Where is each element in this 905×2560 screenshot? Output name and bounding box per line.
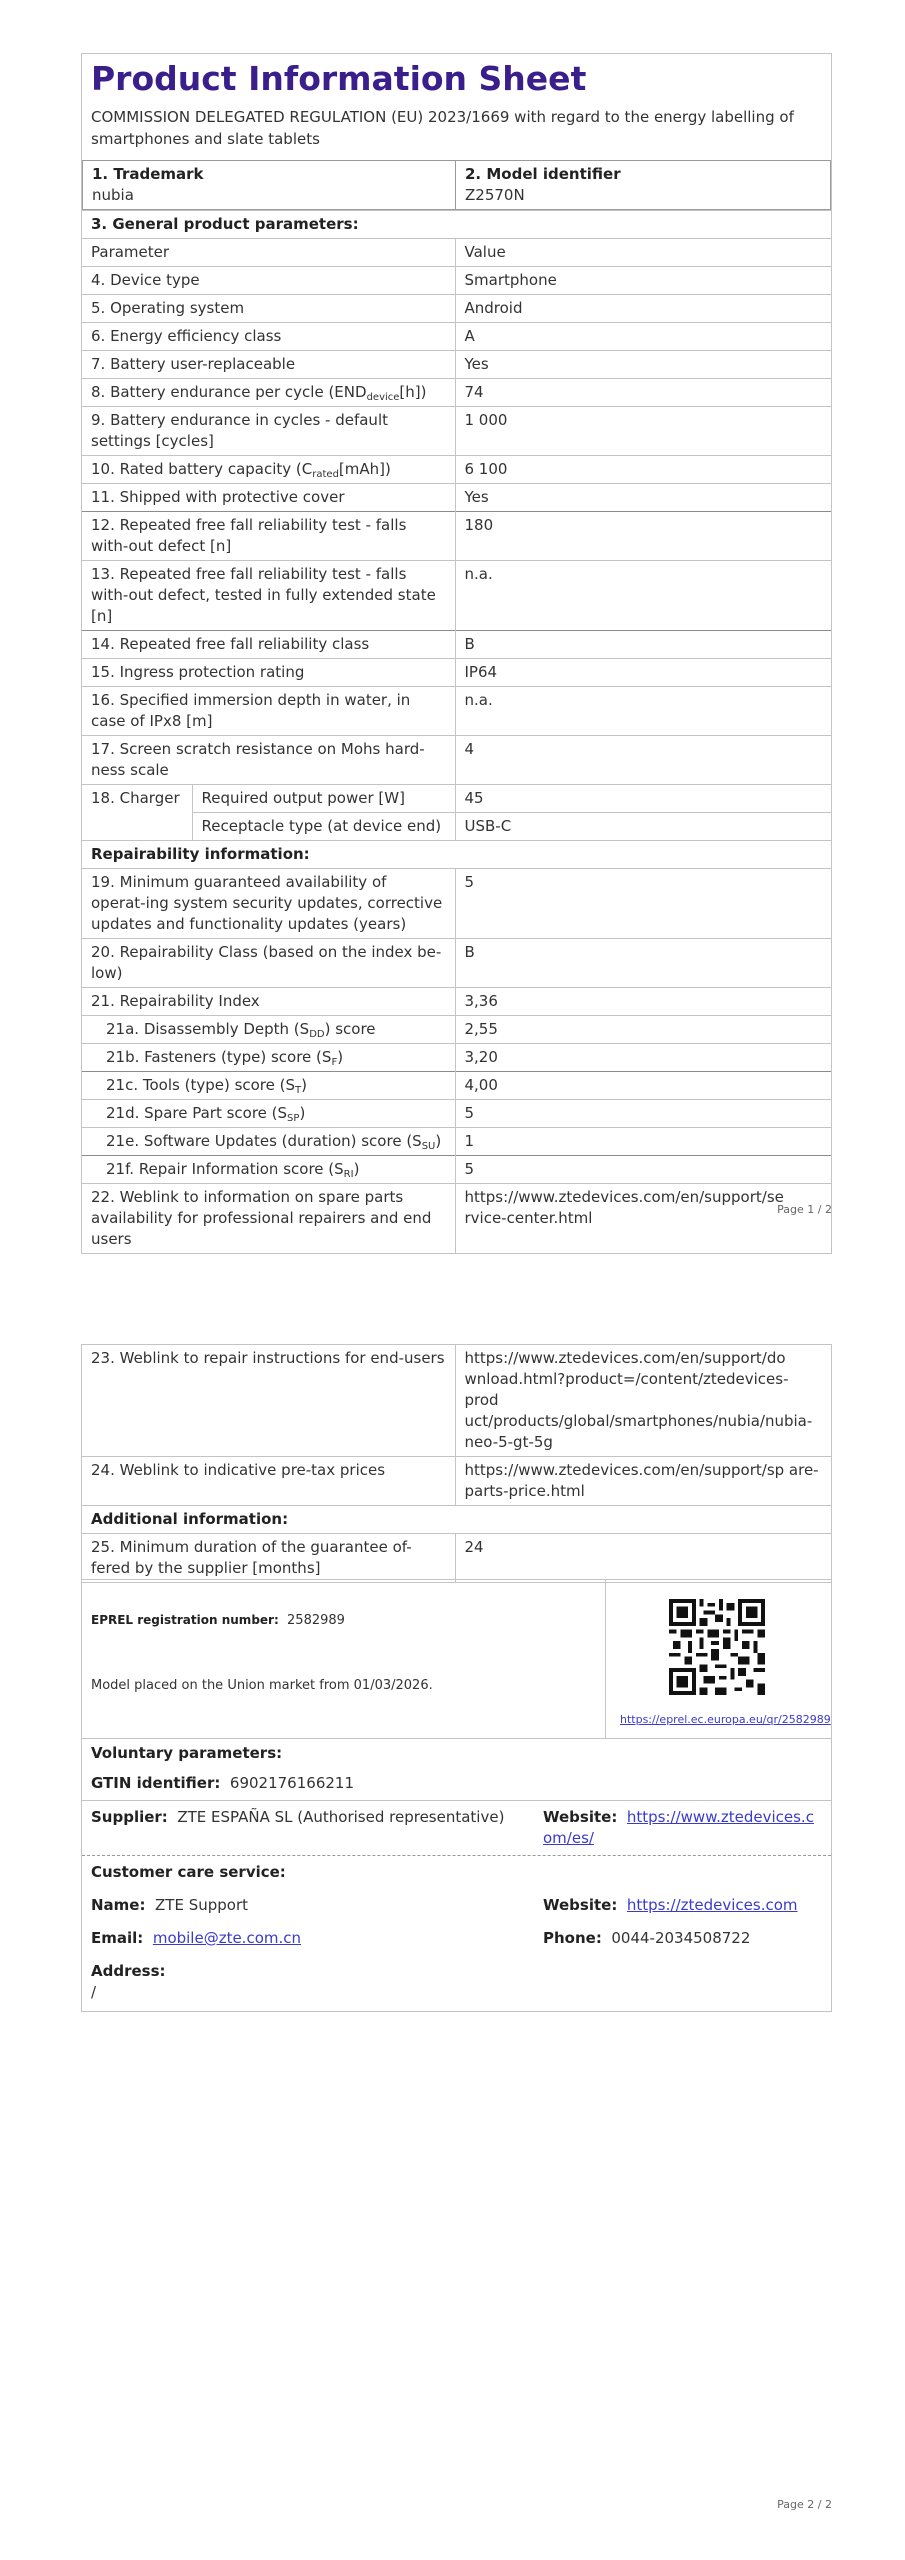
row-value: 4,00 bbox=[455, 1072, 831, 1100]
row-label: 23. Weblink to repair instructions for end-users bbox=[82, 1345, 455, 1457]
row-label bbox=[82, 1016, 455, 1044]
table-row bbox=[82, 785, 831, 813]
row-label bbox=[82, 1100, 455, 1128]
row-label: 20. Repairability Class (based on the index be-low) bbox=[82, 939, 455, 988]
care-name bbox=[91, 1895, 543, 1916]
label-text: 21a. Disassembly Depth (S bbox=[106, 1020, 310, 1038]
gtin-value: 6902176166211 bbox=[229, 1774, 354, 1792]
row-label: 24. Weblink to indicative pre-tax prices bbox=[82, 1457, 455, 1506]
table-row bbox=[82, 351, 831, 379]
parameters-table bbox=[82, 210, 831, 1253]
supplier-label: Supplier: bbox=[91, 1808, 168, 1826]
label-text: 21b. Fasteners (type) score (S bbox=[106, 1048, 332, 1066]
table-row bbox=[82, 1100, 831, 1128]
eprel-info bbox=[82, 1580, 605, 1738]
label-text: ) score bbox=[324, 1020, 376, 1038]
eprel-section bbox=[82, 1580, 831, 1739]
row-value: 4 bbox=[455, 736, 831, 785]
email-label: Email: bbox=[91, 1929, 144, 1947]
table-row bbox=[82, 869, 831, 939]
supplier-website-link[interactable]: https://www.ztedevices.com/es/ bbox=[543, 1808, 814, 1847]
spare-parts-link[interactable]: https://www.ztedevices.com/en/support/se rvice-center.html bbox=[455, 1184, 831, 1254]
label-text: 8. Battery endurance per cycle (END bbox=[91, 383, 367, 401]
row-label bbox=[82, 456, 455, 484]
model-cell bbox=[456, 161, 831, 210]
additional-header: Additional information: bbox=[82, 1506, 831, 1534]
label-subscript: rated bbox=[312, 469, 339, 480]
supplier-row bbox=[91, 1807, 822, 1849]
row-value: 2,55 bbox=[455, 1016, 831, 1044]
name-value: ZTE Support bbox=[155, 1896, 249, 1914]
row-label: 15. Ingress protection rating bbox=[82, 659, 455, 687]
gtin-row bbox=[91, 1773, 822, 1794]
row-label: 12. Repeated free fall reliability test - falls with-out defect [n] bbox=[82, 512, 455, 561]
label-text: 21d. Spare Part score (S bbox=[106, 1104, 288, 1122]
label-subscript: RI bbox=[343, 1169, 354, 1180]
row-value: 5 bbox=[455, 1156, 831, 1184]
trademark-cell bbox=[83, 161, 456, 210]
care-header: Customer care service: bbox=[91, 1863, 286, 1881]
trademark-value: nubia bbox=[92, 186, 134, 204]
supplier-website bbox=[543, 1807, 822, 1849]
care-website bbox=[543, 1895, 822, 1916]
supplier-card bbox=[81, 1579, 832, 2012]
customer-care-section bbox=[82, 1855, 831, 2011]
table-row bbox=[82, 988, 831, 1016]
table-row bbox=[82, 512, 831, 561]
repair-instructions-link[interactable]: https://www.ztedevices.com/en/support/do wnload.html?product=/content/ztedevices-prod uct/products/global/smartphones/nubia/nubia-neo-5-gt-5g bbox=[455, 1345, 831, 1457]
row-value: Yes bbox=[455, 484, 831, 512]
continued-table bbox=[82, 1344, 831, 1582]
row-value: 45 bbox=[455, 785, 831, 813]
label-subscript: SU bbox=[421, 1141, 436, 1152]
row-label: 4. Device type bbox=[82, 267, 455, 295]
row-value: 24 bbox=[455, 1534, 831, 1583]
row-label: 21. Repairability Index bbox=[82, 988, 455, 1016]
row-label: 13. Repeated free fall reliability test - falls with-out defect, tested in fully extended state [n] bbox=[82, 561, 455, 631]
page-title: Product Information Sheet bbox=[91, 59, 587, 98]
row-value: 74 bbox=[455, 379, 831, 407]
table-row bbox=[82, 323, 831, 351]
row-value: B bbox=[455, 939, 831, 988]
row-label: Required output power [W] bbox=[192, 785, 455, 813]
table-row bbox=[82, 295, 831, 323]
model-label: 2. Model identifier bbox=[465, 165, 621, 183]
row-value: 1 bbox=[455, 1128, 831, 1156]
eprel-value: 2582989 bbox=[287, 1613, 345, 1628]
table-row bbox=[82, 1016, 831, 1044]
row-value: USB-C bbox=[455, 813, 831, 841]
trademark-table bbox=[82, 160, 831, 210]
row-value: B bbox=[455, 631, 831, 659]
label-text: 21c. Tools (type) score (S bbox=[106, 1076, 296, 1094]
row-value: n.a. bbox=[455, 561, 831, 631]
row-value: Yes bbox=[455, 351, 831, 379]
row-value: 3,20 bbox=[455, 1044, 831, 1072]
row-label bbox=[82, 1156, 455, 1184]
table-row bbox=[82, 939, 831, 988]
supplier-website-label: Website: bbox=[543, 1808, 618, 1826]
eprel-label: EPREL registration number: bbox=[91, 1613, 279, 1627]
info-sheet-frame bbox=[81, 53, 832, 1254]
table-row bbox=[82, 1534, 831, 1583]
supplier-section bbox=[82, 1800, 831, 1855]
row-value: n.a. bbox=[455, 687, 831, 736]
row-label bbox=[82, 1128, 455, 1156]
label-subscript: DD bbox=[309, 1029, 325, 1040]
row-label bbox=[82, 1044, 455, 1072]
table-row bbox=[82, 659, 831, 687]
label-text: ) bbox=[353, 1160, 360, 1178]
row-label: 7. Battery user-replaceable bbox=[82, 351, 455, 379]
row-label: 14. Repeated free fall reliability class bbox=[82, 631, 455, 659]
label-subscript: T bbox=[295, 1085, 302, 1096]
row-label: 25. Minimum duration of the guarantee of-fered by the supplier [months] bbox=[82, 1534, 455, 1583]
page-number: Page 2 / 2 bbox=[777, 2498, 832, 2511]
row-value: 5 bbox=[455, 1100, 831, 1128]
continued-table-frame bbox=[81, 1344, 832, 1583]
trademark-label: 1. Trademark bbox=[92, 165, 204, 183]
label-text: 10. Rated battery capacity (C bbox=[91, 460, 313, 478]
care-website-link[interactable]: https://ztedevices.com bbox=[626, 1896, 798, 1914]
care-email bbox=[91, 1928, 543, 1949]
row-label: 6. Energy efficiency class bbox=[82, 323, 455, 351]
phone-label: Phone: bbox=[543, 1929, 602, 1947]
placed-on-market-text: Model placed on the Union market from 01/03/2026. bbox=[91, 1678, 433, 1693]
table-row bbox=[82, 1128, 831, 1156]
param-header: Parameter bbox=[82, 239, 455, 267]
gtin-label: GTIN identifier: bbox=[91, 1774, 221, 1792]
row-label: Receptacle type (at device end) bbox=[192, 813, 455, 841]
row-label bbox=[82, 1072, 455, 1100]
care-name-row bbox=[91, 1895, 822, 1916]
row-value: Android bbox=[455, 295, 831, 323]
label-text: ) bbox=[435, 1132, 442, 1150]
row-value: 5 bbox=[455, 869, 831, 939]
label-text: ) bbox=[337, 1048, 344, 1066]
table-row bbox=[82, 561, 831, 631]
qr-code-icon bbox=[669, 1599, 765, 1695]
table-row bbox=[82, 813, 831, 841]
row-value: IP64 bbox=[455, 659, 831, 687]
charger-label: 18. Charger bbox=[82, 785, 192, 841]
table-row bbox=[82, 1457, 831, 1506]
page-2 bbox=[0, 1230, 905, 2560]
row-value: Smartphone bbox=[455, 267, 831, 295]
general-header: 3. General product parameters: bbox=[82, 211, 831, 239]
label-text: [mAh]) bbox=[338, 460, 391, 478]
eprel-registration bbox=[91, 1613, 345, 1628]
table-row bbox=[82, 1345, 831, 1457]
row-label: 16. Specified immersion depth in water, in case of IPx8 [m] bbox=[82, 687, 455, 736]
table-row bbox=[82, 1156, 831, 1184]
row-value: 3,36 bbox=[455, 988, 831, 1016]
email-link[interactable]: mobile@zte.com.cn bbox=[152, 1929, 302, 1947]
page-number: Page 1 / 2 bbox=[777, 1203, 832, 1216]
prices-link[interactable]: https://www.ztedevices.com/en/support/sp are-parts-price.html bbox=[455, 1457, 831, 1506]
label-text: [h]) bbox=[399, 383, 427, 401]
care-website-label: Website: bbox=[543, 1896, 618, 1914]
table-row bbox=[82, 1044, 831, 1072]
value-header: Value bbox=[455, 239, 831, 267]
row-label bbox=[82, 379, 455, 407]
name-label: Name: bbox=[91, 1896, 146, 1914]
voluntary-section bbox=[82, 1739, 831, 1800]
row-value: 1 000 bbox=[455, 407, 831, 456]
label-text: 21f. Repair Information score (S bbox=[106, 1160, 344, 1178]
table-row bbox=[82, 379, 831, 407]
table-row bbox=[82, 736, 831, 785]
row-label: 22. Weblink to information on spare parts availability for professional repairers and end users bbox=[82, 1184, 455, 1254]
regulation-subtitle: COMMISSION DELEGATED REGULATION (EU) 2023/1669 with regard to the energy labelling of smartphones and slate tablets bbox=[91, 108, 794, 148]
row-label: 19. Minimum guaranteed availability of operat-ing system security updates, corrective updates and functionality updates (years) bbox=[82, 869, 455, 939]
row-label: 9. Battery endurance in cycles - default settings [cycles] bbox=[82, 407, 455, 456]
voluntary-header: Voluntary parameters: bbox=[91, 1744, 283, 1762]
table-row bbox=[82, 267, 831, 295]
care-contact-row bbox=[91, 1928, 822, 1949]
table-row bbox=[82, 484, 831, 512]
row-label: 11. Shipped with protective cover bbox=[82, 484, 455, 512]
supplier-value: ZTE ESPAÑA SL (Authorised representative) bbox=[177, 1808, 505, 1826]
phone-value: 0044-2034508722 bbox=[611, 1929, 751, 1947]
label-subscript: device bbox=[366, 392, 400, 403]
repair-header: Repairability information: bbox=[82, 841, 831, 869]
row-value: 180 bbox=[455, 512, 831, 561]
table-row bbox=[82, 456, 831, 484]
label-text: 21e. Software Updates (duration) score (S bbox=[106, 1132, 422, 1150]
care-phone bbox=[543, 1928, 822, 1949]
table-row bbox=[82, 631, 831, 659]
label-subscript: SP bbox=[287, 1113, 300, 1124]
model-value: Z2570N bbox=[465, 186, 525, 204]
row-value: A bbox=[455, 323, 831, 351]
row-label: 17. Screen scratch resistance on Mohs hard-ness scale bbox=[82, 736, 455, 785]
qr-section bbox=[605, 1580, 831, 1738]
row-label: 5. Operating system bbox=[82, 295, 455, 323]
page-1 bbox=[0, 0, 905, 1248]
supplier-info bbox=[91, 1807, 543, 1849]
table-row bbox=[82, 687, 831, 736]
trademark-row bbox=[83, 161, 831, 210]
label-subscript: F bbox=[331, 1057, 338, 1068]
label-text: ) bbox=[301, 1076, 307, 1094]
eprel-qr-link[interactable]: https://eprel.ec.europa.eu/qr/2582989 bbox=[620, 1713, 831, 1726]
label-text: ) bbox=[299, 1104, 306, 1122]
row-value: 6 100 bbox=[455, 456, 831, 484]
address-label: Address: bbox=[91, 1962, 166, 1980]
table-row bbox=[82, 1072, 831, 1100]
table-row bbox=[82, 407, 831, 456]
address-value: / bbox=[91, 1983, 97, 2001]
